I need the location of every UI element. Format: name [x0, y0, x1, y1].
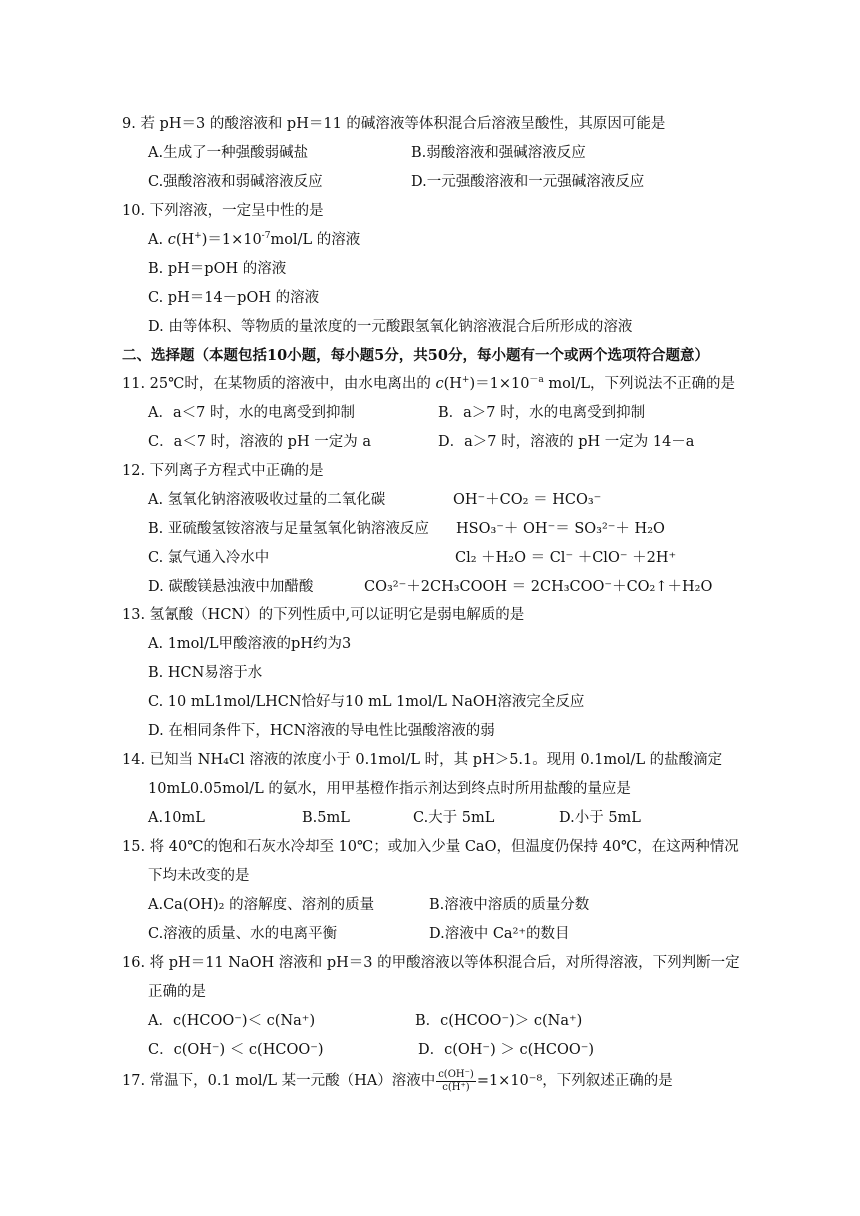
question-10-option-c: C. pH＝14－pOH 的溶液 — [148, 290, 320, 306]
concentration-ratio-fraction: $\frac{c(OH^-)}{c(H^+)}$ — [438, 1068, 474, 1093]
question-11-stem: 11. 25℃时，在某物质的溶液中，由水电离出的 $c(H^+)=1\times 10^{-a}$ mol/L，下列说法不正确的是 — [122, 375, 736, 392]
question-9-option-d: D.一元强酸溶液和一元强碱溶液反应 — [411, 174, 645, 190]
question-14-option-a: A.10mL — [148, 810, 205, 826]
question-15-option-a: A.Ca(OH)₂ 的溶解度、溶剂的质量 — [148, 897, 375, 913]
question-10-stem: 10. 下列溶液，一定呈中性的是 — [122, 203, 324, 219]
question-10-option-d: D. 由等体积、等物质的量浓度的一元酸跟氢氧化钠溶液混合后所形成的溶液 — [148, 319, 633, 335]
question-12-option-d-equation: CO₃²⁻＋2CH₃COOH ＝ 2CH₃COO⁻＋CO₂↑＋H₂O — [364, 579, 713, 595]
question-9-stem: 9. 若 pH＝3 的酸溶液和 pH＝11 的碱溶液等体积混合后溶液呈酸性，其原因可能是 — [122, 116, 666, 132]
question-10-option-a: A. $c(H^+)=1\times 10^{-7}mol/L$ 的溶液 — [148, 231, 361, 248]
question-9-option-c: C.强酸溶液和弱碱溶液反应 — [148, 174, 323, 190]
question-12-option-d-text: D. 碳酸镁悬浊液中加醋酸 — [148, 579, 314, 595]
question-13-option-b: B. HCN易溶于水 — [148, 665, 263, 681]
question-12-option-a-equation: OH⁻＋CO₂ ＝ HCO₃⁻ — [453, 492, 602, 508]
question-17-stem: 17. 常温下，0.1 mol/L 某一元酸（HA）溶液中 $\frac{c(OH^-)}{c(H^+)}$ =1×10⁻⁸，下列叙述正确的是 — [122, 1068, 673, 1093]
question-16-option-d: D．c(OH⁻) ＞ c(HCOO⁻) — [418, 1042, 595, 1058]
question-15-option-b: B.溶液中溶质的质量分数 — [429, 897, 590, 913]
question-16-option-c: C．c(OH⁻) ＜ c(HCOO⁻) — [148, 1042, 324, 1058]
question-13-stem: 13. 氢氰酸（HCN）的下列性质中,可以证明它是弱电解质的是 — [122, 607, 525, 623]
question-9-option-a: A.生成了一种强酸弱碱盐 — [148, 145, 309, 161]
question-16-option-b: B．c(HCOO⁻)＞ c(Na⁺) — [415, 1013, 583, 1029]
question-14-option-b: B.5mL — [302, 810, 350, 826]
question-16-stem-line-1: 16. 将 pH＝11 NaOH 溶液和 pH＝3 的甲酸溶液以等体积混合后，对所得溶液，下列判断一定 — [122, 955, 740, 971]
question-15-option-d: D.溶液中 Ca²⁺的数目 — [429, 926, 570, 942]
question-14-option-d: D.小于 5mL — [559, 810, 641, 826]
question-9-option-b: B.弱酸溶液和强碱溶液反应 — [411, 145, 586, 161]
question-15-stem-line-2: 下均未改变的是 — [148, 868, 250, 884]
question-12-option-b-equation: HSO₃⁻＋ OH⁻＝ SO₃²⁻＋ H₂O — [456, 521, 665, 537]
question-12-option-a-text: A. 氢氧化钠溶液吸收过量的二氧化碳 — [148, 492, 386, 508]
question-12-option-c-text: C. 氯气通入冷水中 — [148, 550, 270, 566]
question-11-option-b: B．a＞7 时，水的电离受到抑制 — [438, 405, 646, 421]
question-12-stem: 12. 下列离子方程式中正确的是 — [122, 463, 324, 479]
question-13-option-d: D. 在相同条件下，HCN溶液的导电性比强酸溶液的弱 — [148, 723, 495, 739]
question-13-option-c: C. 10 mL1mol/LHCN恰好与10 mL 1mol/L NaOH溶液完全反应 — [148, 694, 585, 710]
section-2-heading: 二、选择题（本题包括10小题，每小题5分，共50分，每小题有一个或两个选项符合题意） — [122, 347, 709, 364]
question-14-stem-line-2: 10mL0.05mol/L 的氨水，用甲基橙作指示剂达到终点时所用盐酸的量应是 — [148, 781, 631, 797]
question-15-option-c: C.溶液的质量、水的电离平衡 — [148, 926, 338, 942]
question-14-stem-line-1: 14. 已知当 NH₄Cl 溶液的浓度小于 0.1mol/L 时，其 pH＞5.1。现用 0.1mol/L 的盐酸滴定 — [122, 752, 723, 768]
question-13-option-a: A. 1mol/L甲酸溶液的pH约为3 — [148, 636, 352, 652]
question-12-option-c-equation: Cl₂ ＋H₂O ＝ Cl⁻ ＋ClO⁻ ＋2H⁺ — [455, 550, 677, 566]
question-10-option-b: B. pH＝pOH 的溶液 — [148, 261, 287, 277]
question-14-option-c: C.大于 5mL — [413, 810, 495, 826]
question-16-stem-line-2: 正确的是 — [148, 984, 206, 1000]
question-11-option-c: C．a＜7 时，溶液的 pH 一定为 a — [148, 434, 371, 450]
question-15-stem-line-1: 15. 将 40℃的饱和石灰水冷却至 10℃；或加入少量 CaO，但温度仍保持 40℃，在这两种情况 — [122, 839, 739, 855]
question-12-option-b-text: B. 亚硫酸氢铵溶液与足量氢氧化钠溶液反应 — [148, 521, 429, 537]
question-11-option-d: D．a＞7 时，溶液的 pH 一定为 14－a — [438, 434, 695, 450]
question-16-option-a: A．c(HCOO⁻)＜ c(Na⁺) — [148, 1013, 316, 1029]
question-11-option-a: A．a＜7 时，水的电离受到抑制 — [148, 405, 355, 421]
